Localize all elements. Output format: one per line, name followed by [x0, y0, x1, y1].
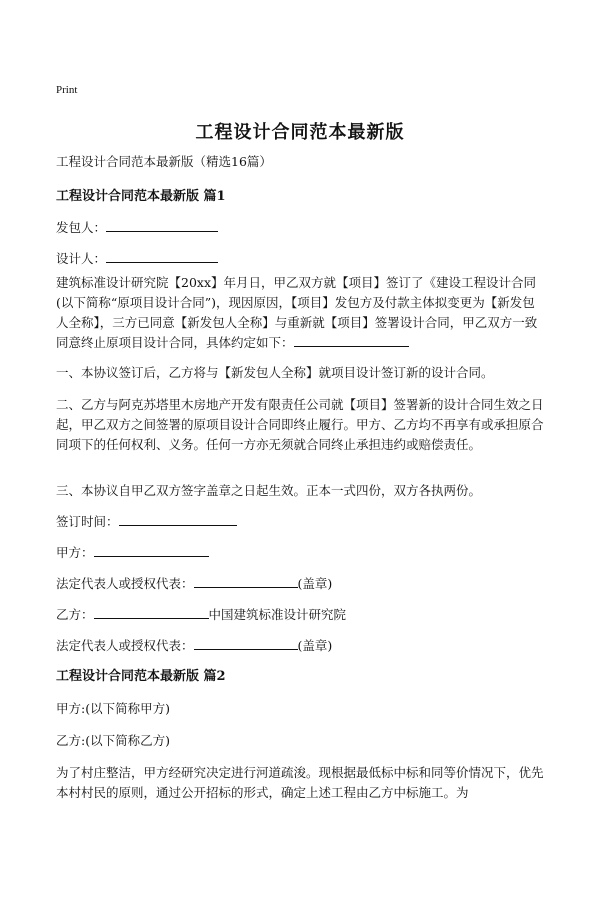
party-a-label: 甲方：	[56, 545, 94, 560]
section-2-main-paragraph: 为了村庄整洁，甲方经研究决定进行河道疏浚。现根据最低标中标和同等价情况下，优先本村村民的原则，通过公开招标的形式，确定上述工程由乙方中标施工。为	[56, 765, 544, 800]
sign-time-line	[56, 512, 556, 531]
sign-time-blank	[119, 512, 237, 526]
section-1-main-paragraph	[56, 273, 546, 353]
section-1-heading: 工程设计合同范本最新版 篇1	[56, 189, 226, 204]
rep-a-blank	[194, 574, 298, 588]
section-2-party-a: 甲方:(以下简称甲方)	[56, 701, 170, 716]
section-2-heading: 工程设计合同范本最新版 篇2	[56, 669, 226, 684]
seal-a: (盖章)	[297, 576, 333, 591]
document-title: 工程设计合同范本最新版	[195, 122, 405, 143]
party-b-line	[56, 605, 556, 624]
party-b-name: 中国建筑标准设计研究院	[208, 607, 347, 622]
party-b-label: 乙方：	[56, 607, 94, 622]
intro-line: 工程设计合同范本最新版（精选16篇）	[56, 154, 272, 169]
rep-b-label: 法定代表人或授权代表：	[56, 638, 194, 653]
employer-line	[56, 218, 556, 237]
party-a-blank	[94, 543, 209, 557]
rep-a-label: 法定代表人或授权代表：	[56, 576, 194, 591]
main-paragraph-blank	[294, 333, 409, 347]
section-2-party-b: 乙方:(以下简称乙方)	[56, 733, 170, 748]
party-b-blank	[94, 605, 209, 619]
party-a-line	[56, 543, 556, 562]
designer-line	[56, 249, 556, 268]
print-link[interactable]: Print	[56, 84, 78, 96]
employer-blank	[106, 218, 218, 232]
clause-1: 一、本协议签订后，乙方将与【新发包人全称】就项目设计签订新的设计合同。	[56, 365, 494, 380]
designer-blank	[106, 249, 218, 263]
sign-time-label: 签订时间：	[56, 514, 119, 529]
seal-b: (盖章)	[297, 638, 333, 653]
clause-3: 三、本协议自甲乙双方签字盖章之日起生效。正本一式四份，双方各执两份。	[56, 483, 482, 498]
clause-2: 二、乙方与阿克苏塔里木房地产开发有限责任公司就【项目】签署新的设计合同生效之日起，甲乙双方之间签署的原项目设计合同即终止履行。甲方、乙方均不再享有或承担原合同项下的任何权利、义务。任何一方亦无须就合同终止承担违约或赔偿责任。	[56, 397, 544, 452]
rep-b-line	[56, 636, 556, 655]
employer-label: 发包人：	[56, 220, 107, 235]
rep-a-line	[56, 574, 556, 593]
main-paragraph-text: 建筑标准设计研究院【20xx】年月日，甲乙双方就【项目】签订了《建设工程设计合同(以下简称“原项目设计合同”)，现因原因，【项目】发包方及付款主体拟变更为【新发包人全称】，三方已同意【新发包人全称】与重新就【项目】签署设计合同，甲乙双方一致同意终止原项目设计合同，具体约定如下：	[56, 275, 538, 350]
designer-label: 设计人：	[56, 251, 107, 266]
rep-b-blank	[194, 636, 298, 650]
